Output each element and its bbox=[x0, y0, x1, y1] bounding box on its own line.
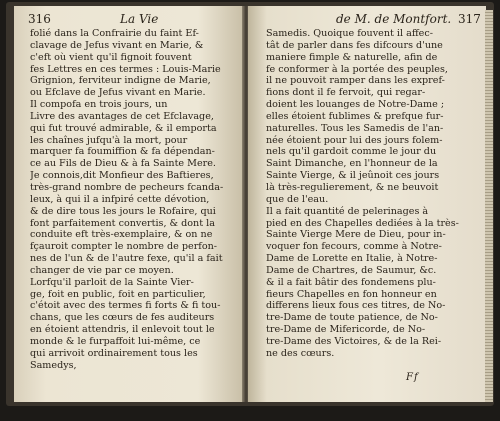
text-line: font parfaitement convertis, & dont la bbox=[30, 217, 215, 229]
text-line: doient les louanges de Notre-Dame ; bbox=[266, 99, 445, 111]
running-head-left: La Vie bbox=[120, 12, 159, 26]
running-head-right: de M. de Montfort. bbox=[336, 12, 452, 26]
text-line: c'eft où vient qu'il fignoit fouvent bbox=[30, 51, 192, 63]
text-line: Il a fait quantité de pelerinages à bbox=[266, 205, 429, 217]
text-line: clavage de Jefus vivant en Marie, & bbox=[30, 39, 204, 51]
text-line: fes Lettres en ces termes : Louis-Marie bbox=[30, 63, 221, 75]
text-line: leux, à qui il a infpiré cette dévotion, bbox=[30, 193, 210, 205]
left-page bbox=[14, 6, 244, 402]
text-line: Grignion, ferviteur indigne de Marie, bbox=[30, 75, 211, 87]
text-line: pied en des Chapelles dediées à la très- bbox=[266, 217, 459, 229]
signature-mark: Ff bbox=[406, 372, 419, 383]
text-line: en étoient attendris, il enlevoit tout le bbox=[30, 324, 215, 336]
text-line: conduite eft très-exemplaire, & on ne bbox=[30, 229, 213, 241]
text-line: ne des cœurs. bbox=[266, 347, 335, 359]
text-line: fe conformer à la portée des peuples, bbox=[266, 63, 448, 75]
open-book bbox=[6, 2, 494, 406]
page-number-left: 316 bbox=[28, 12, 51, 26]
text-line: tre-Dame des Victoires, & de la Rei- bbox=[266, 335, 442, 347]
text-line: née étoient pour lui des jours folem- bbox=[266, 134, 443, 146]
text-line: tât de parler dans fes difcours d'une bbox=[266, 39, 443, 51]
text-line: Sainte Vierge Mere de Dieu, pour in- bbox=[266, 229, 446, 241]
text-line: elles étoient fublimes & prefque fur- bbox=[266, 110, 444, 122]
text-line: ou Efclave de Jefus vivant en Marie. bbox=[30, 87, 206, 99]
text-line: là très-regulierement, & ne beuvoit bbox=[266, 181, 439, 193]
right-page-text bbox=[266, 28, 478, 360]
text-line: Samedys, bbox=[30, 359, 77, 371]
text-line: Dame de Chartres, de Saumur, &c. bbox=[266, 264, 437, 276]
text-line: Livre des avantages de cet Efclavage, bbox=[30, 110, 214, 122]
text-line: tre-Dame de Mifericorde, de No- bbox=[266, 324, 426, 336]
text-line: & il a fait bâtir des fondemens plu- bbox=[266, 276, 436, 288]
text-line: Samedis. Quoique fouvent il affec- bbox=[266, 28, 433, 39]
text-line: Saint Dimanche, en l'honneur de la bbox=[266, 158, 438, 170]
text-line: très-grand nombre de pecheurs fcanda- bbox=[30, 181, 224, 193]
text-line: tre-Dame de toute patience, de No- bbox=[266, 312, 438, 324]
text-line: fçauroit compter le nombre de perfon- bbox=[30, 241, 218, 253]
text-line: les chaînes jufqu'à la mort, pour bbox=[30, 134, 188, 146]
text-line: qui arrivoit ordinairement tous les bbox=[30, 347, 198, 359]
text-line: marquer fa foumiffion & fa dépendan- bbox=[30, 146, 215, 158]
text-line: que de l'eau. bbox=[266, 193, 329, 205]
left-page-header bbox=[28, 12, 234, 26]
text-line: ge, foit en public, foit en particulier, bbox=[30, 288, 206, 300]
text-line: Il compofa en trois jours, un bbox=[30, 99, 168, 111]
text-line: folié dans la Confrairie du faint Ef- bbox=[30, 28, 199, 39]
text-line: nels qu'il gardoit comme le jour du bbox=[266, 146, 437, 158]
page-number-right: 317 bbox=[458, 12, 481, 26]
text-line: Dame de Lorette en Italie, à Notre- bbox=[266, 253, 438, 265]
text-line: qui fut trouvé admirable, & il emporta bbox=[30, 122, 217, 134]
text-line: monde & le furpaffoit lui-même, ce bbox=[30, 335, 201, 347]
text-line: ce au Fils de Dieu & à fa Sainte Mere. bbox=[30, 158, 216, 170]
text-line: Lorfqu'il parloit de la Sainte Vier- bbox=[30, 276, 194, 288]
right-page bbox=[248, 6, 486, 402]
text-line: nes de l'un & de l'autre fexe, qu'il a fait bbox=[30, 253, 223, 265]
text-line: naturelles. Tous les Samedis de l'an- bbox=[266, 122, 444, 134]
text-line: il ne pouvoit ramper dans les expref- bbox=[266, 75, 445, 87]
text-line: fieurs Chapelles en fon honneur en bbox=[266, 288, 437, 300]
text-line: chans, que les cœurs de fes auditeurs bbox=[30, 312, 215, 324]
page-edges bbox=[485, 10, 493, 402]
text-line: Sainte Vierge, & il jeûnoit ces jours bbox=[266, 170, 440, 182]
text-line: changer de vie par ce moyen. bbox=[30, 264, 174, 276]
text-line: fions dont il fe fervoit, qui regar- bbox=[266, 87, 426, 99]
text-line: maniere fimple & naturelle, afin de bbox=[266, 51, 438, 63]
text-line: & de dire tous les jours le Rofaire, qui bbox=[30, 205, 216, 217]
text-line: voquer fon fecours, comme à Notre- bbox=[266, 241, 442, 253]
text-line: c'étoit avec des termes fi forts & fi tou- bbox=[30, 300, 221, 312]
left-page-text bbox=[30, 28, 242, 371]
text-line: differens lieux fous ces titres, de No- bbox=[266, 300, 446, 312]
text-line: Je connois,dit Monfieur des Baftieres, bbox=[30, 170, 214, 182]
